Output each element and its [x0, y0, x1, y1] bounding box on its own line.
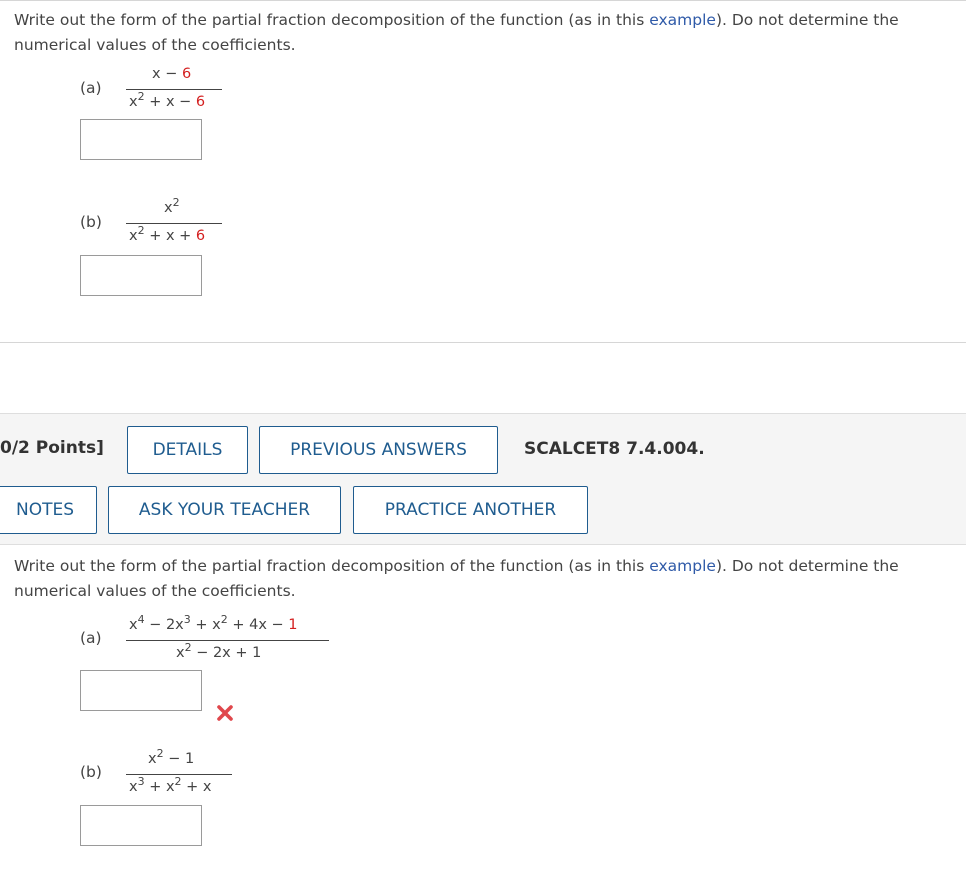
answer-input-q2b[interactable] [80, 805, 202, 846]
example-link[interactable]: example [649, 11, 716, 29]
denominator: $x^2 + x + 6$ [129, 224, 206, 244]
x-mark-icon [215, 703, 235, 723]
instr-text: ). Do not determine the numerical values of the coefficients. [14, 557, 899, 600]
example-link[interactable]: example [649, 557, 716, 575]
fraction-bar [126, 640, 329, 641]
denominator: $x^2 - 2x + 1$ [176, 641, 262, 661]
points-label: 0/2 Points] [0, 438, 104, 458]
details-button[interactable]: DETAILS [127, 426, 248, 474]
part-a-label: (a) [80, 79, 102, 97]
problem-code: SCALCET8 7.4.004. [524, 439, 705, 459]
part-b-label: (b) [80, 763, 102, 781]
notes-label: NOTES [15, 500, 74, 520]
answer-input-q2a[interactable] [80, 670, 202, 711]
answer-input-q1b[interactable] [80, 255, 202, 296]
denominator: $x^3 + x^2 + x$ [129, 775, 212, 795]
ask-your-teacher-button[interactable]: ASK YOUR TEACHER [108, 486, 341, 534]
numerator: $x^2 - 1$ [148, 747, 195, 767]
practice-another-button[interactable]: PRACTICE ANOTHER [353, 486, 588, 534]
top-divider [0, 0, 966, 1]
part-a-label: (a) [80, 629, 102, 647]
instr-text: Write out the form of the partial fraction decomposition of the function (as in this [14, 557, 650, 575]
previous-answers-button[interactable]: PREVIOUS ANSWERS [259, 426, 498, 474]
numerator: x − 6 [152, 66, 192, 82]
numerator: $x^2$ [164, 196, 180, 216]
denominator: $x^2 + x - 6$ [129, 90, 206, 110]
instr-text: Write out the form of the partial fraction decomposition of the function (as in this [14, 11, 650, 29]
instr-text: ). Do not determine the numerical values of the coefficients. [14, 11, 899, 54]
part-b-label: (b) [80, 213, 102, 231]
question-divider [0, 342, 966, 343]
question2-instructions [14, 554, 954, 604]
numerator: $x^4 - 2x^3 + x^2 + 4x - 1$ [129, 613, 298, 633]
notes-button[interactable] [0, 486, 97, 534]
answer-input-q1a[interactable] [80, 119, 202, 160]
question1-instructions [14, 8, 954, 58]
